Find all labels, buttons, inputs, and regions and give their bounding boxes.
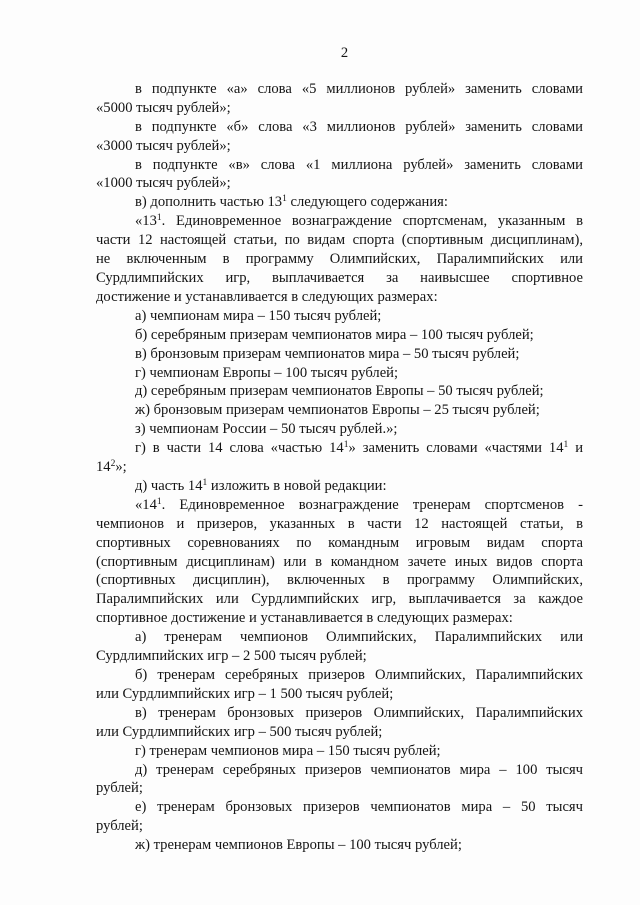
text-line: в подпункте «в» слова «1 миллиона рублей» заменить словами	[135, 156, 583, 173]
text-line: а) чемпионам мира – 150 тысяч рублей;	[135, 307, 382, 324]
text-line: ж) тренерам чемпионов Европы – 100 тысяч рублей;	[135, 837, 462, 854]
paragraph	[96, 798, 583, 836]
text-line: в подпункте «б» слова «3 миллионов рублей» заменить словами	[135, 118, 583, 135]
text-line: части 12 настоящей статьи, по видам спорта (спортивным дисциплинам),	[96, 232, 583, 249]
text-line: в) бронзовым призерам чемпионатов мира – 50 тысяч рублей;	[135, 345, 520, 362]
text-line: спортивное достижение и устанавливается в следующих размерах:	[96, 610, 513, 627]
text-line: б) тренерам серебряных призеров Олимпийских, Паралимпийских	[135, 667, 583, 683]
paragraph	[96, 704, 583, 742]
text-line: «$13^1$. Единовременное вознаграждение спортсменам, указанным в	[135, 213, 583, 230]
text-line: или Сурдлимпийских игр – 1 500 тысяч рублей;	[96, 685, 394, 702]
text-line: не включенным в программу Олимпийских, Паралимпийских или	[96, 251, 583, 268]
text-line: «3000 тысяч рублей»;	[96, 137, 231, 154]
paragraph	[96, 420, 583, 439]
text-line: чемпионов и призеров, указанных в части 12 настоящей статьи, в	[96, 515, 583, 532]
paragraph	[96, 666, 583, 704]
paragraph	[96, 496, 583, 628]
text-line: Сурдлимпийских игр, выплачивается за наивысшее спортивное	[96, 269, 583, 286]
paragraph	[96, 401, 583, 420]
paragraph	[96, 212, 583, 307]
text-line: Паралимпийских или Сурдлимпийских игр, выплачивается за каждое	[96, 591, 583, 608]
text-line: е) тренерам бронзовых призеров чемпионатов мира – 50 тысяч	[135, 799, 583, 816]
text-line: $14^2$»;	[96, 459, 127, 476]
text-line: (спортивным дисциплинам) или в командном зачете иных видов спорта	[96, 553, 583, 570]
paragraph	[96, 345, 583, 364]
text-line: д) серебряным призерам чемпионатов Европы – 50 тысяч рублей;	[135, 383, 544, 400]
text-line: д) тренерам серебряных призеров чемпионатов мира – 100 тысяч	[135, 761, 583, 778]
text-line: з) чемпионам России – 50 тысяч рублей.»;	[135, 421, 398, 438]
text-line: «5000 тысяч рублей»;	[96, 99, 231, 116]
paragraph	[96, 193, 583, 212]
text-line: (спортивных дисциплин), включенных в программу Олимпийских,	[96, 572, 583, 589]
document-body	[96, 80, 583, 855]
text-line: ж) бронзовым призерам чемпионатов Европы – 25 тысяч рублей;	[135, 402, 540, 419]
text-line: г) тренерам чемпионов мира – 150 тысяч рублей;	[135, 742, 441, 759]
paragraph	[96, 80, 583, 118]
paragraph	[96, 326, 583, 345]
text-line: или Сурдлимпийских игр – 500 тысяч рублей;	[96, 723, 383, 740]
page-number: 2	[340, 45, 349, 61]
paragraph	[96, 118, 583, 156]
text-line: в) тренерам бронзовых призеров Олимпийских, Паралимпийских	[135, 704, 583, 721]
paragraph	[96, 836, 583, 855]
paragraph	[96, 307, 583, 326]
text-line: рублей;	[96, 780, 143, 797]
text-line: Сурдлимпийских игр – 2 500 тысяч рублей;	[96, 648, 367, 665]
text-line: д) часть $14^1$ изложить в новой редакции:	[135, 477, 387, 494]
text-line: г) в части 14 слова «частью $14^1$» заменить словами «частями $14^1$ и	[135, 440, 584, 457]
text-line: «1000 тысяч рублей»;	[96, 175, 231, 192]
paragraph	[96, 628, 583, 666]
text-line: достижение и устанавливается в следующих размерах:	[96, 288, 438, 305]
text-line: б) серебряным призерам чемпионатов мира – 100 тысяч рублей;	[135, 326, 534, 343]
paragraph	[96, 382, 583, 401]
text-line: в подпункте «а» слова «5 миллионов рублей» заменить словами	[135, 80, 583, 97]
text-line: рублей;	[96, 818, 143, 835]
text-line: в) дополнить частью $13^1$ следующего содержания:	[135, 194, 448, 211]
paragraph	[96, 364, 583, 383]
text-line: спортивных соревнованиях по командным игровым видам спорта	[96, 534, 583, 551]
text-line: а) тренерам чемпионов Олимпийских, Паралимпийских или	[135, 629, 583, 646]
text-line: г) чемпионам Европы – 100 тысяч рублей;	[135, 364, 399, 381]
paragraph	[96, 761, 583, 799]
text-line: «$14^1$. Единовременное вознаграждение тренерам спортсменов -	[135, 496, 583, 513]
paragraph	[96, 156, 583, 194]
paragraph	[96, 477, 583, 496]
paragraph	[96, 742, 583, 761]
paragraph	[96, 439, 583, 477]
